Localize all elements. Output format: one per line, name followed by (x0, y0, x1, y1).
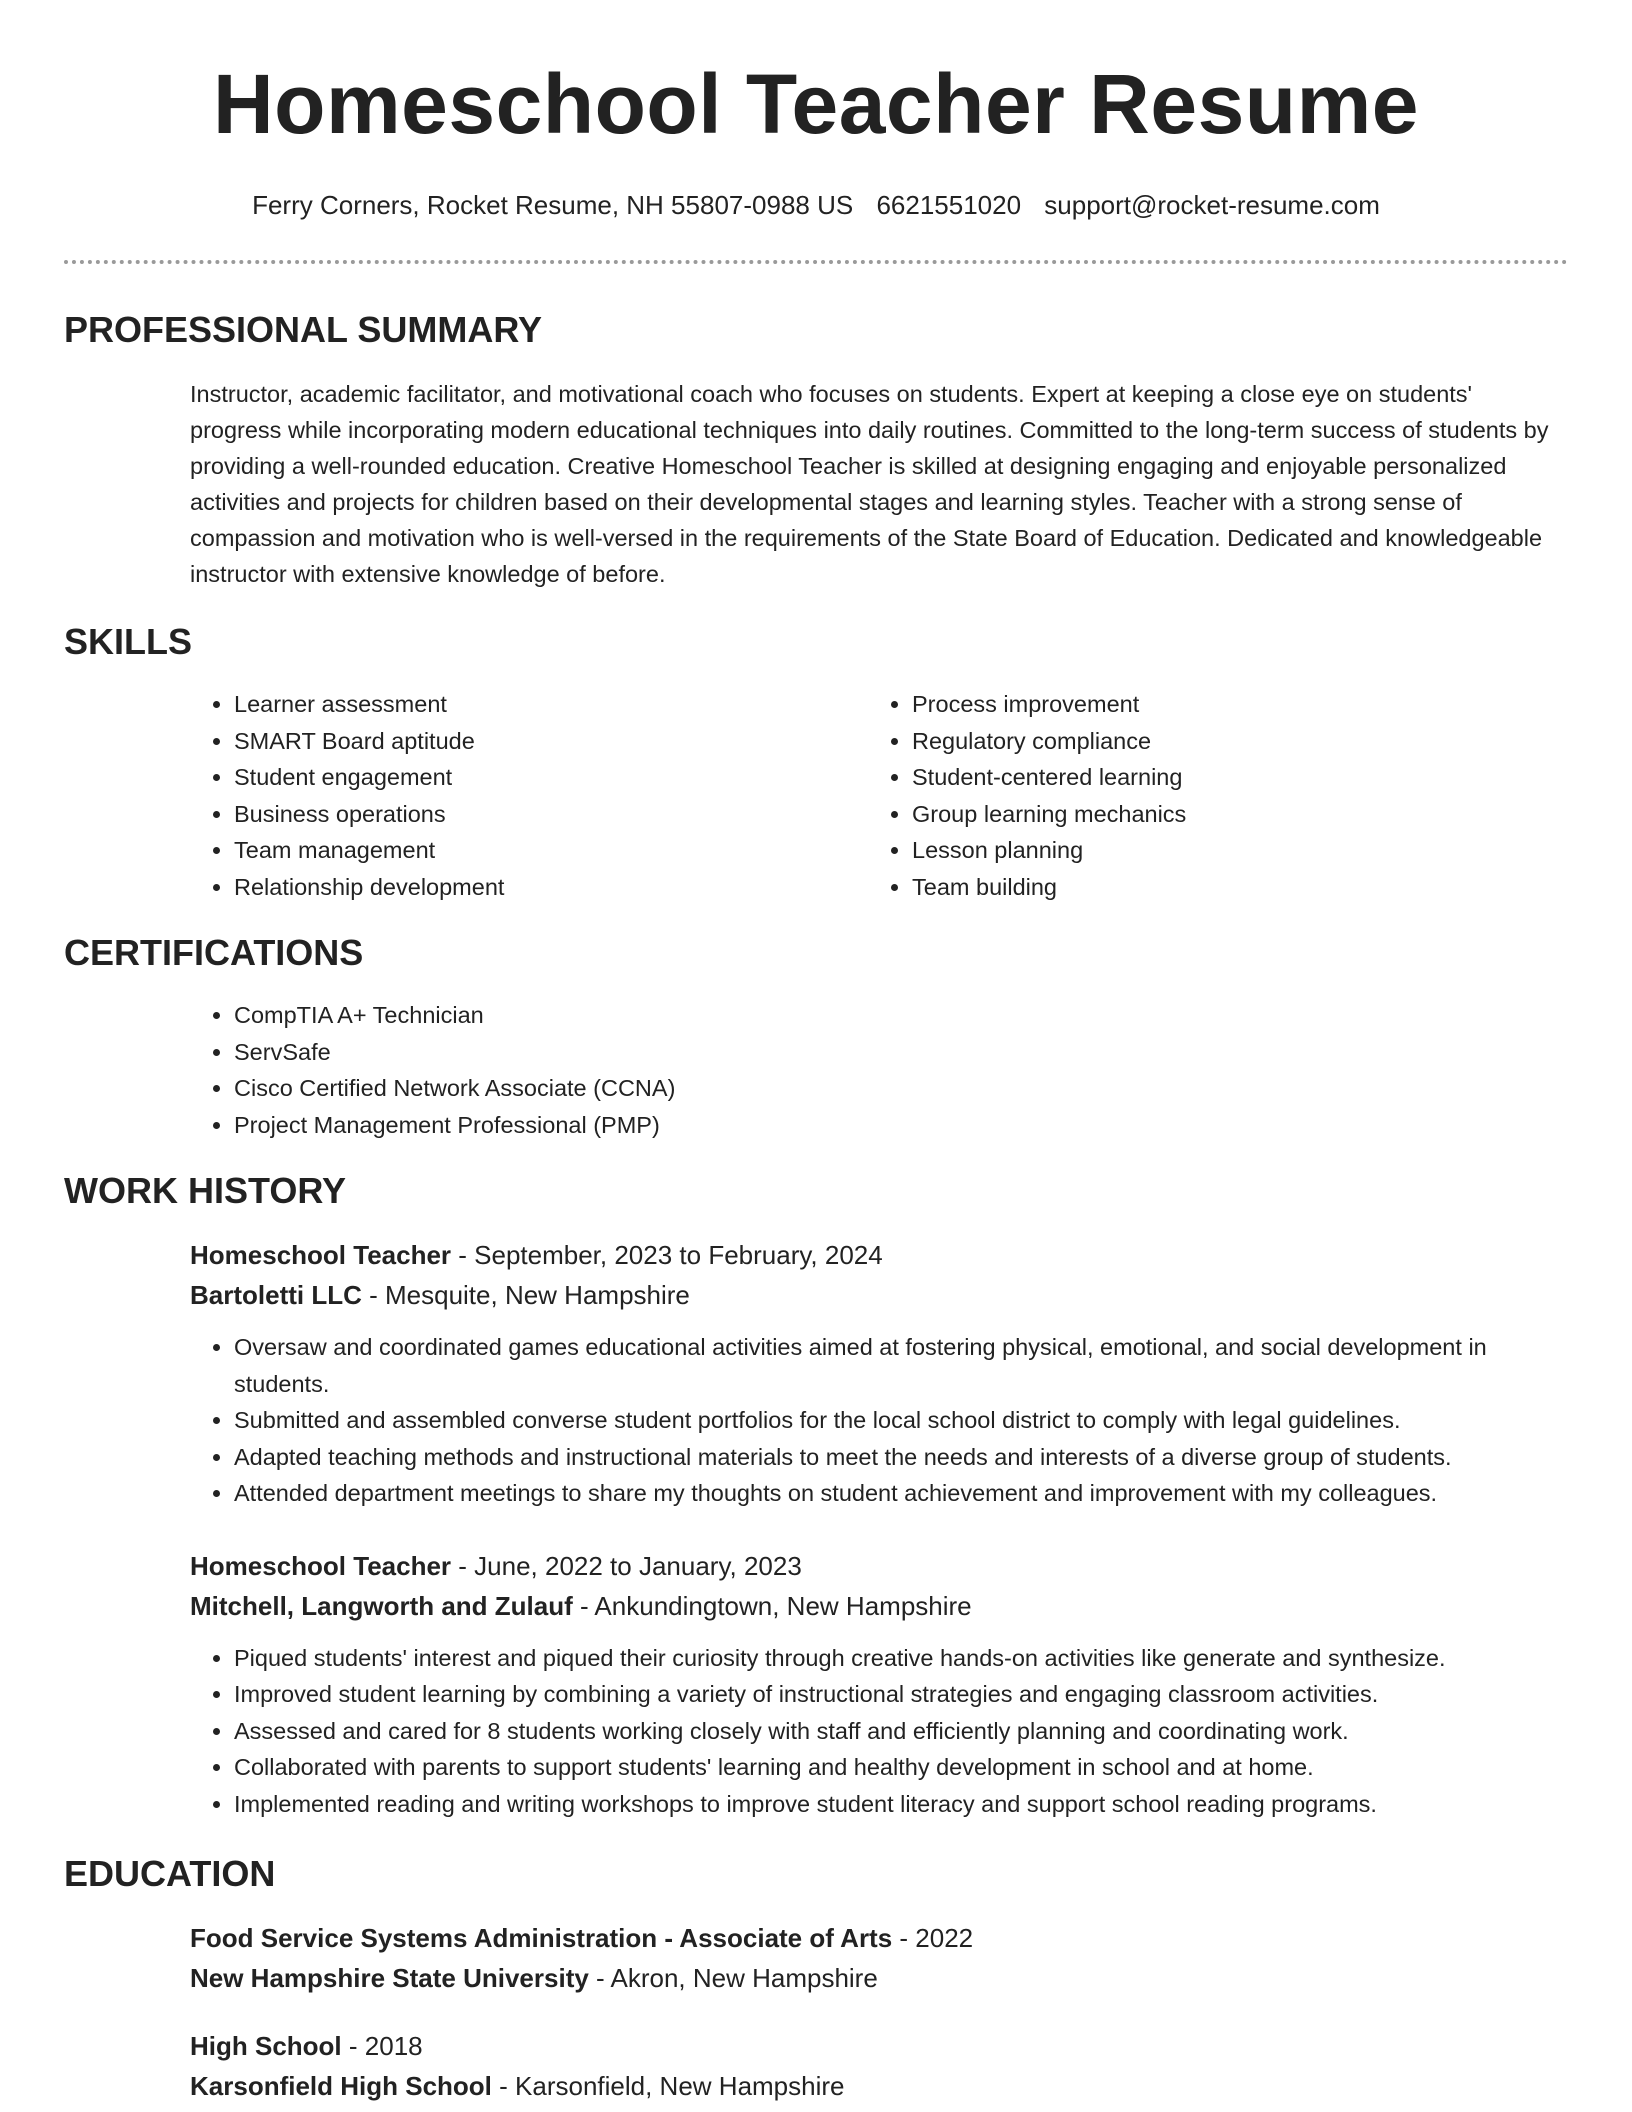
education-entry (190, 1918, 1568, 1998)
resume-title: Homeschool Teacher Resume (212, 57, 1419, 151)
job-location: - Mesquite, New Hampshire (361, 1280, 690, 1310)
skill-item: • Team management (234, 832, 868, 869)
skill-item: • Learner assessment (234, 686, 868, 723)
job-entry (190, 1235, 1568, 1512)
job-bullet: • Submitted and assembled converse student portfolios for the local school district to comply with legal guidelines. (234, 1402, 1568, 1439)
education-degree: High School (190, 2031, 342, 2061)
skill-item: • Student engagement (234, 759, 868, 796)
skill-item: • Relationship development (234, 869, 868, 906)
skill-item: • Student-centered learning (912, 759, 1546, 796)
section-skills (64, 620, 1568, 905)
skills-column-left (190, 686, 868, 905)
skills-column-right (868, 686, 1546, 905)
section-heading-education: EDUCATION (64, 1853, 276, 1894)
section-heading-summary: PROFESSIONAL SUMMARY (64, 309, 543, 350)
education-school: Karsonfield High School (190, 2071, 492, 2101)
certification-item: • Cisco Certified Network Associate (CCNA) (234, 1070, 1568, 1107)
skills-grid (190, 686, 1568, 905)
skill-item: • Lesson planning (912, 832, 1546, 869)
certification-item: • ServSafe (234, 1034, 1568, 1071)
section-certifications (64, 931, 1568, 1143)
job-bullets (190, 1640, 1568, 1823)
job-bullet: • Implemented reading and writing workshops to improve student literacy and support school reading programs. (234, 1786, 1568, 1823)
certification-item: • Project Management Professional (PMP) (234, 1107, 1568, 1144)
job-bullet: • Attended department meetings to share my thoughts on student achievement and improvement with my colleagues. (234, 1475, 1568, 1512)
certifications-list (190, 997, 1568, 1143)
skill-item: • Team building (912, 869, 1546, 906)
section-education (64, 1852, 1568, 2106)
summary-text: Instructor, academic facilitator, and motivational coach who focuses on students. Expert at keeping a close eye on students' progress while incorporating modern educational techniques into daily routines. Committed to the long-term success of students by providing a well-rounded education. Creative Homeschool Teacher is skilled at designing engaging and enjoyable personalized activities and projects for children based on their developmental stages and learning styles. Teacher with a strong sense of compassion and motivation who is well-versed in the requirements of the State Board of Education. Dedicated and knowledgeable instructor with extensive knowledge of before. (190, 381, 1549, 587)
section-heading-certifications: CERTIFICATIONS (64, 932, 364, 973)
contact-line (64, 188, 1568, 222)
education-location: - Karsonfield, New Hampshire (491, 2071, 845, 2101)
contact-address: Ferry Corners, Rocket Resume, NH 55807-0988 US (252, 190, 854, 220)
job-bullet: • Adapted teaching methods and instructional materials to meet the needs and interests of a diverse group of students. (234, 1439, 1568, 1476)
education-year: - 2018 (341, 2031, 423, 2061)
job-title-line (190, 1546, 1568, 1586)
skill-item: • Group learning mechanics (912, 796, 1546, 833)
job-bullet: • Oversaw and coordinated games educational activities aimed at fostering physical, emotional, and social development in students. (234, 1329, 1568, 1402)
job-title-line (190, 1235, 1568, 1275)
section-work-history (64, 1169, 1568, 1822)
contact-email[interactable]: support@rocket-resume.com (1044, 190, 1380, 220)
job-bullet: • Collaborated with parents to support students' learning and healthy development in school and at home. (234, 1749, 1568, 1786)
job-company: Bartoletti LLC (190, 1280, 362, 1310)
job-company-line (190, 1586, 1568, 1626)
section-professional-summary (64, 308, 1568, 592)
job-title: Homeschool Teacher (190, 1240, 452, 1270)
contact-phone[interactable]: 6621551020 (876, 190, 1022, 220)
education-school-line (190, 1958, 1568, 1998)
education-year: - 2022 (892, 1923, 974, 1953)
education-entry (190, 2026, 1568, 2106)
header-divider (64, 260, 1568, 264)
education-degree-line (190, 1918, 1568, 1958)
job-bullet: • Piqued students' interest and piqued their curiosity through creative hands-on activities like generate and synthesize. (234, 1640, 1568, 1677)
skill-item: • Business operations (234, 796, 868, 833)
certification-item: • CompTIA A+ Technician (234, 997, 1568, 1034)
education-location: - Akron, New Hampshire (588, 1963, 878, 1993)
job-bullet: • Assessed and cared for 8 students working closely with staff and efficiently planning and coordinating work. (234, 1713, 1568, 1750)
job-bullets (190, 1329, 1568, 1512)
job-bullet: • Improved student learning by combining a variety of instructional strategies and engaging classroom activities. (234, 1676, 1568, 1713)
education-degree-line (190, 2026, 1568, 2066)
education-school: New Hampshire State University (190, 1963, 589, 1993)
job-title: Homeschool Teacher (190, 1550, 452, 1581)
job-dates: - September, 2023 to February, 2024 (451, 1240, 883, 1270)
job-location: - Ankundingtown, New Hampshire (572, 1590, 972, 1621)
education-school-line (190, 2066, 1568, 2106)
job-company: Mitchell, Langworth and Zulauf (190, 1590, 573, 1621)
skill-item: • SMART Board aptitude (234, 723, 868, 760)
job-company-line (190, 1275, 1568, 1315)
section-heading-work-history: WORK HISTORY (64, 1170, 347, 1211)
skill-item: • Process improvement (912, 686, 1546, 723)
education-degree: Food Service Systems Administration - Associate of Arts (190, 1923, 893, 1953)
job-entry (190, 1546, 1568, 1823)
skill-item: • Regulatory compliance (912, 723, 1546, 760)
job-dates: - June, 2022 to January, 2023 (451, 1550, 802, 1581)
section-heading-skills: SKILLS (64, 621, 193, 662)
